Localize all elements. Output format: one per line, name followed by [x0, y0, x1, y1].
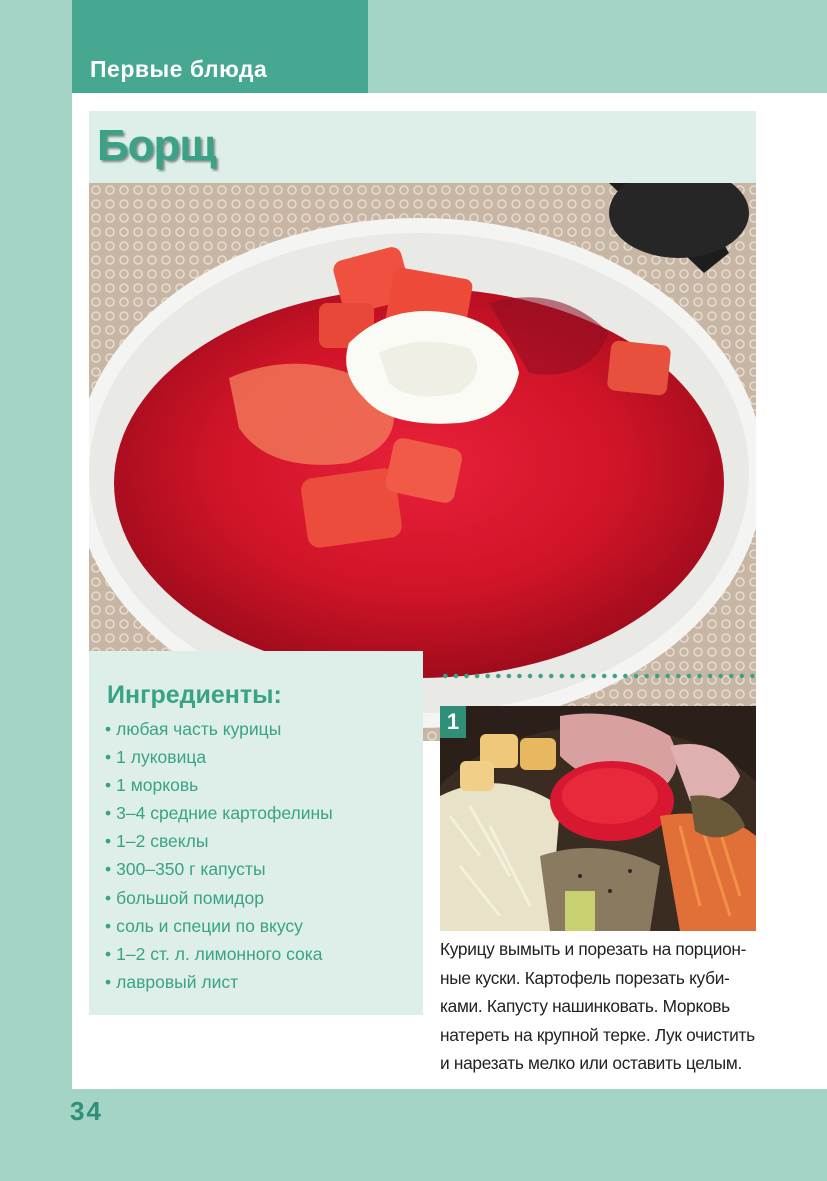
- step-line: ные куски. Картофель порезать куби-: [440, 967, 730, 988]
- recipe-title-bar: [89, 111, 756, 183]
- bullet: •: [105, 831, 112, 852]
- ingredient-text: 300–350 г капусты: [116, 859, 266, 880]
- step-line: натереть на крупной терке. Лук очистить: [440, 1024, 755, 1045]
- bullet: •: [105, 943, 112, 964]
- step-line: и нарезать мелко или оставить целым.: [440, 1053, 742, 1074]
- page-content: [72, 93, 827, 1089]
- page-number: 34: [70, 1096, 103, 1126]
- step-1-description: [440, 935, 760, 1078]
- ingredient-text: 1–2 свеклы: [116, 831, 209, 852]
- ingredient-item: [105, 884, 333, 912]
- bullet: •: [105, 719, 112, 739]
- bullet: •: [105, 859, 112, 880]
- bullet: •: [105, 747, 112, 768]
- bullet: •: [105, 915, 112, 936]
- ingredients-list: [105, 715, 333, 996]
- step-1-photo: [440, 706, 756, 931]
- ingredient-text: соль и специи по вкусу: [116, 915, 303, 936]
- ingredient-item: [105, 855, 333, 883]
- ingredient-item: [105, 771, 333, 799]
- ingredient-text: 1 морковь: [116, 775, 199, 796]
- step-number-badge: 1: [440, 706, 466, 738]
- ingredient-item: [105, 968, 333, 996]
- bullet: •: [105, 775, 112, 796]
- ingredient-item: [105, 940, 333, 968]
- ingredient-item: [105, 912, 333, 940]
- ingredient-text: 1–2 ст. л. лимонного сока: [116, 943, 323, 964]
- step-line: Курицу вымыть и порезать на порцион-: [440, 939, 747, 959]
- section-tab: [72, 0, 368, 93]
- step-line: ками. Капусту нашинковать. Морковь: [440, 996, 730, 1017]
- recipe-title: Борщ: [97, 121, 216, 170]
- ingredient-item: [105, 715, 333, 743]
- ingredient-text: 1 луковица: [116, 747, 207, 768]
- dotted-divider: [440, 673, 758, 679]
- ingredient-text: 3–4 средние картофелины: [116, 803, 333, 824]
- ingredients-panel: [89, 651, 423, 1015]
- bullet: •: [105, 887, 112, 908]
- ingredient-item: [105, 743, 333, 771]
- bullet: •: [105, 803, 112, 824]
- ingredient-item: [105, 799, 333, 827]
- ingredient-text: лавровый лист: [116, 971, 239, 992]
- ingredient-text: любая часть курицы: [116, 719, 282, 739]
- ingredient-text: большой помидор: [116, 887, 264, 908]
- ingredients-heading: Ингредиенты:: [107, 681, 282, 709]
- ingredient-item: [105, 827, 333, 855]
- bullet: •: [105, 971, 112, 992]
- section-label: Первые блюда: [90, 56, 268, 82]
